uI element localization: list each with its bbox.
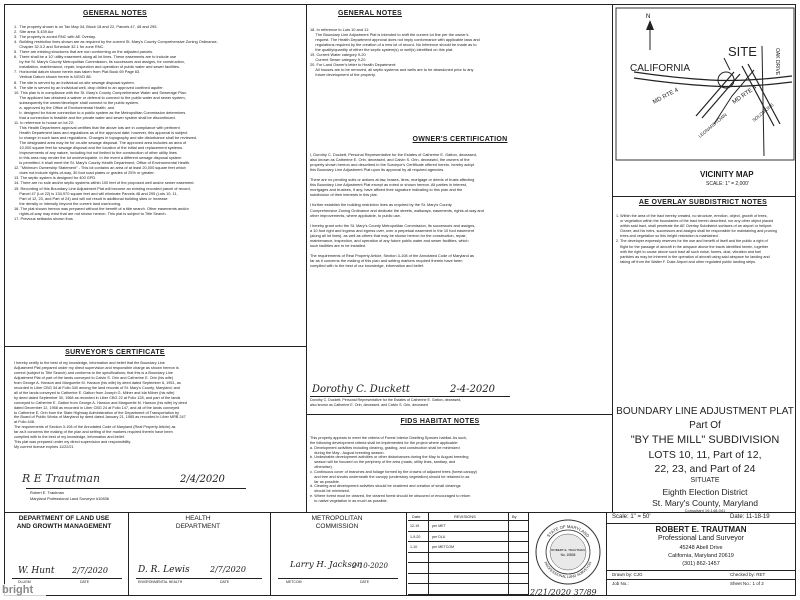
plat-subdivision: "BY THE MILL" SUBDIVISION xyxy=(630,434,780,446)
vicinity-scale: SCALE: 1" = 2,000' xyxy=(706,181,749,187)
metcom-title xyxy=(270,515,404,530)
general-notes-body: 1. The property shown is on Tax Map 34, Block 18 and 22, Parcels 47, 48 and 295. 2. Site area: 5.439 Acr 3. The property is zoned RNC with AE Overlay. 4. Building restriction lines shown are as required by the current St. Mary's County Comprehensive Zoning Ordinance, Chapter 32.3.2 and Schedule 32.1 for zone RNC. 5. There are existing structures that are non conforming on the adjusted parcels. 6. There shall be a 10' utility easement along all lot lines. These easements are to include use by the St. Mary's County Metropolitan Commission, its successors and assigns, for construction, installation, maintenance, repair, inspection and operation of public water and sewer facilities. 7. Horizontal datum shown herein was taken from Plat Book 69 Page 63. Vertical Datum shown herein is NGVD 88. 8. The site is served by an individual on-site sewage disposal system. 9. The site is served by an individual well, drop drilled to an approved confined aquifer. 10. This plan is in compliance with the St. Mary's County Comprehensive Water and Sewerage Plan. The applicant has obtained a waiver or deferral to connect to the public water and sewer system, subsequently the owner/developer shall connect to the public system. a. approved by the Office of Environmental Health; and b. designed for future connection to a public system as the Metropolitan Commission determines that a connection is feasible and the private water and sewer system shall be discontinued. 11. In reference to house on lot 22: This Health Department approval certifies that the above lots are in compliance with pertinent Health Department laws and regulations as of the approval date; however, this approval is subject to change in such laws and regulations. Changes in topography and site disturbance shall be reviewed. The designated area may be for on-site sewage disposal. The approved area includes an area of 10,000 square feet for sewage disposal and the location of the initial and replacement systems. Improvements of any nature, including but not limited to the construction of other utility lines in this area may render the lot undevelopable. In the event a different sewage disposal system is permitted, it shall meet the St. Mary's County Health Department, Office of Environmental Health. 12. "Minimum Ownership Statement" - This lot contains an area of at least 20,000 square feet which does not include rights-of-way, 30 foot road plates or grades of 25% or greater. 13. The septic system is designed for 400 GPD. 14. There are no sole and/or septic systems within 100 feet of the proposed well and/or sewer easement. 15. Recording of this Boundary Line Adjustment Plat will become an existing recorded parcel of record, Parcel 47 (Lot 22) is 134,970 square feet and will eliminate Parcels 48 and 295 (Lots 10, 11, Part of 12, 23, and Part of 24) and will not result in additional building sites or increase the density or intensity beyond the current land use/zoning. 16. The plat shown hereon was prepared without the benefit of a title search. Other easements and/or rights-of-way may exist that are not shown hereon. This plat is subject to Title Search. 17. Previous setbacks shown thus xyxy=(14,24,218,221)
plat-title: BOUNDARY LINE ADJUSTMENT PLAT xyxy=(616,406,794,417)
vicinity-oakdrive-label: OAK DRIVE xyxy=(774,48,780,76)
divider xyxy=(612,4,613,512)
revision-description: per DLU xyxy=(432,534,446,539)
sheet-number: Sheet No.: 1 of 2 xyxy=(730,581,764,586)
fids-habitat-body: This property appears to meet the criteria of Forest Interior Dwelling Species habitat. As such, the following development criteria shall be implemented for the project where applicable: a. Development activities including clearing, grading, and construction shall be minimized during the May - August breeding season. b. Undesirable development activities or other disturbances during the May to August breeding season will be focused on the periphery of the area (roads, utility lines, sanitary, and otherwise). c. Continuous cover of branches and foliage formed by the crowns of adjacent trees (forest canopy) and tree and shrubs underneath the canopy (understory vegetation) should be retained in as far as possible. d. Clearing and development activities should be clustered and creation of small clearings should be minimized. e. Where forest must be cleared, the cleared forest should be obscured or encouraged to return to native vegetation in as much as possible. xyxy=(310,436,477,503)
owner-caption: Dorothy C. Duckett, Personal Representative for the Estates of Catherine E. Gatton, deceased, also known as Catherine E. Orin, deceased, and Calvin S. Orin, deceased xyxy=(310,398,462,407)
owner-signature: Dorothy C. Duckett xyxy=(312,384,410,395)
signature-line xyxy=(12,578,122,579)
plat-consultant-number: Consultant 19-148-041 xyxy=(684,508,726,513)
date-label: Date: 11-18-19 xyxy=(730,514,770,520)
revision-date: 1-9-20 xyxy=(410,534,421,539)
divider xyxy=(606,579,796,580)
revision-date: 1-10 xyxy=(410,545,418,549)
plat-part-of: Part Of xyxy=(689,420,721,431)
surveyor-signature: R E Trautman xyxy=(22,472,101,485)
watermark-logo: bright xyxy=(0,584,46,600)
revision-row xyxy=(408,584,528,595)
surveyor-company-name: ROBERT E. TRAUTMAN xyxy=(655,525,747,534)
dlu-title xyxy=(4,515,124,530)
recording-stamp: 2/21/2020 37/89 xyxy=(530,588,597,597)
drawn-by: Drawn by: CJG xyxy=(612,572,643,577)
vicinity-road-label: MD RTE 4 xyxy=(652,87,680,106)
vicinity-leonardtown-label: LEONARDTOWN xyxy=(697,112,728,139)
signature-line xyxy=(136,578,262,579)
scale-label: Scale: 1" = 50' xyxy=(612,514,651,520)
revision-row xyxy=(408,521,528,532)
plat-lots-line: LOTS 10, 11, Part of 12, xyxy=(648,449,762,461)
metcom-label: METCOM xyxy=(286,580,302,584)
checked-by: Checked by: RET xyxy=(730,572,766,577)
vicinity-title: VICINITY MAP xyxy=(700,170,754,179)
divider xyxy=(612,196,796,197)
metcom-title-line: COMMISSION xyxy=(315,522,359,530)
revision-row xyxy=(408,542,528,553)
metcom-signature: Larry H. Jackson xyxy=(290,560,363,570)
plat-lots-line: 22, 23, and Part of 24 xyxy=(654,463,756,475)
owners-certification-body: I, Dorothy C. Duckett, Personal Representative for the Estates of Catherine E. Gatton, deceased, also known as Catherine E. Orin, deceased, and Calvin S. Orin, deceased, the owners of the property shown hereon and described in the Surveyor's Certificate offered hereto, hereby adopt this Boundary Line Adjustment Plat upon its approval by all required agencies. There are no pending suits or actions at law, leases, liens, mortgage or deeds of trusts affecting this Boundary Line Adjustment Plat except as noted or shown hereon. All parties in interest, mortgages and trustees, if any, have affixed their signature indicating to this plan and the subdivision of their interests in this plat. I further establish the building restriction lines as required by the St. Mary's County Comprehensive Zoning Ordinance and dedicate the streets, walkways, easements, rights-of-way and other improvements, where applicable, to public use. I hereby grant unto the St. Mary's County Metropolitan Commission, its successors and assigns, a 10 foot right and ingress and egress over, over a perpetual easement in the 10 foot easement (along all lot lines), as well as others that may be shown hereon for the construction, repair, maintenance, inspection, and operation of any future public water and sewer facilities, which such facilities are to be installed. The requirements of Real Property Article, Section 3-108 of the Annotated Code of Maryland as far as it concerns the making of this plan and setting markers required therein have been complied with to the best of our knowledge, information and belief. xyxy=(310,152,484,269)
ae-overlay-title: AE OVERLAY SUBDISTRICT NOTES xyxy=(638,199,768,206)
dlu-label: DLUGM xyxy=(18,580,31,584)
owners-certification-title: OWNER'S CERTIFICATION xyxy=(412,136,508,143)
surveyor-name: Robert E. Trautman xyxy=(30,490,64,495)
health-date-label: DATE xyxy=(220,580,230,584)
surveyor-address: 45248 Abell Drive xyxy=(679,545,723,551)
north-arrow-label: N xyxy=(646,14,651,20)
revision-row xyxy=(408,553,528,564)
divider xyxy=(528,512,529,596)
general-notes-right-body: 18. In reference to Lots 10 and 11: The Boundary Line Adjustment Plat is intended to shift the current lot line per the owner's request. The Health Department approval does not imply conformance with applicable laws and regulations required by the creation of a new lot of record. No Inference should be made as to the quality/quantity of either the septic system(s) or well(s) identified on this plat. 19. Current Water category 9-20 Current Sewer category 9-20 20. For Land Owner's letter to Health Department: All houses are to be removed, all septic systems and wells are to be abandoned prior to any future development of the property. xyxy=(310,27,480,78)
metcom-date-signature: 2-10-2020 xyxy=(352,562,388,570)
revision-row xyxy=(408,563,528,574)
plat-situate: SITUATE xyxy=(690,477,720,484)
revisions-header xyxy=(408,513,528,521)
health-title-line: DEPARTMENT xyxy=(175,522,221,530)
surveyors-certificate-body: I hereby certify to the best of my knowledge, information and belief that the Boundary Line Adjustment Plat prepared under my direct supervision and responsible charge as shown hereon is correct (subject to Title Search) and conforms to the specifications; that this is a Boundary Line Adjustment Plat of part of the lands conveyed to Calvin S. Orin and Catherine E. Orin (his wife) from George A. Hanson and Marguerite M. Hanson (his wife) by deed dated September 6, 1951, as recorded in Liber CBG 34 at Folio 340 among the land records of St. Mary's County, Maryland; and all of the lands conveyed to Catherine E. Gatton from Joseph G. Milner and Ida Milner (his wife) by deed dated September 30, 1968 as recorded in Liber CBG 22 at Folio 128, and part of the lands conveyed to Catherine E. Gatton from George A. Hanson and Marguerite M. Hanson (his wife) by deed dated December 12, 1958 as recorded in Liber CBG 24 at Folio 147, and all of the lands conveyed to Catherine E. Orin from the State Highway Administration of the Department of Transportation by the Board of Public Works of Maryland by deed dated January 21, 1985 as recorded in Liber MRB 247 at Folio 448. The requirements of Section 3-108 of the Annotated Code of Maryland (Real Property Article) as far as it concerns the making of the plan and setting of the markers required therein have been complied with to the best of my knowledge, information and belief. This plat was prepared under my direct supervision and responsibility. My current license expires 11/22/21 xyxy=(14,361,187,450)
revision-row xyxy=(408,574,528,585)
revisions-header-label: REVISIONS xyxy=(454,514,476,519)
revisions-by-header: By xyxy=(512,514,517,519)
surveyor-profession: Professional Land Surveyor xyxy=(658,535,744,542)
revision-date: 12-19 xyxy=(410,524,420,528)
surveyor-license: Maryland Professional Land Surveyor #10836 xyxy=(30,496,109,501)
divider xyxy=(4,512,796,513)
divider xyxy=(606,523,796,524)
dlu-title-line: DEPARTMENT OF LAND USE xyxy=(18,515,110,522)
vicinity-california-label: CALIFORNIA xyxy=(630,63,691,74)
health-date-signature: 2/7/2020 xyxy=(210,565,246,574)
seal-number: No. 10836 xyxy=(560,553,576,557)
health-signature: D. R. Lewis xyxy=(138,565,190,575)
vicinity-road-label: MD RTE 4 xyxy=(731,84,759,106)
health-title-line: HEALTH xyxy=(185,515,211,522)
surveyor-seal xyxy=(534,518,602,586)
divider xyxy=(4,346,306,347)
signature-line xyxy=(278,578,398,579)
surveyors-certificate-title: SURVEYOR'S CERTIFICATE xyxy=(65,349,165,356)
surveyor-signature-date: 2/4/2020 xyxy=(180,474,225,485)
seal-bottom-text: PROFESSIONAL LAND SURVEYOR xyxy=(543,561,593,580)
dlu-signature: W. Hunt xyxy=(18,566,55,576)
revisions-date-header: Date xyxy=(412,514,421,519)
metcom-title-line: METROPOLITAN xyxy=(311,515,363,522)
job-number: Job No.: xyxy=(612,581,629,586)
seal-name: ROBERT E. TRAUTMAN xyxy=(551,548,585,552)
general-notes-title: GENERAL NOTES xyxy=(82,10,148,17)
metcom-date-label: DATE xyxy=(360,580,370,584)
dlu-title-line: AND GROWTH MANAGEMENT xyxy=(16,522,112,530)
revision-description: per METCOM xyxy=(432,545,455,549)
ae-overlay-body: 1. Within the area of the tract hereby created, no structure, erection, object, growth of trees, or vegetation within the boundaries of the tract herein described, nor any other object placed within said tract, shall penetrate the AE Overlay Subdistrict surfaces of an airport or heliport. Owner, and his heirs, successors and assigns shall be responsible for maintaining and pruning trees and vegetation so this height restriction is maintained. 2. The developer expressly reserves for the use and benefit of itself and the public a right of flight for the passage of aircraft in the airspace above the tracts identified herein, together with the right to cause above such tract all such noise, fumes, dust, vibration and fuel particles as may be inherent in the operation of aircraft using said airspace for landing and taking off from the Walter F. Duke Airport and other regulated public landing strips. xyxy=(616,214,777,264)
divider xyxy=(606,570,796,571)
health-label: ENVIRONMENTAL HEALTH xyxy=(138,580,183,584)
general-notes-right-title: GENERAL NOTES xyxy=(337,10,403,17)
divider xyxy=(306,4,307,512)
owner-signature-date: 2-4-2020 xyxy=(450,384,495,395)
divider xyxy=(406,512,407,596)
surveyor-address: California, Maryland 20619 xyxy=(668,553,734,559)
vicinity-solomons-label: SOLOMONS xyxy=(751,102,775,123)
plat-county: St. Mary's County, Maryland xyxy=(652,498,758,508)
dlu-date-signature: 2/7/2020 xyxy=(72,566,108,575)
revision-description: per MET xyxy=(432,524,446,528)
revisions-table xyxy=(408,513,528,595)
plat-district: Eighth Election District xyxy=(662,487,748,497)
vicinity-map xyxy=(614,6,796,176)
divider xyxy=(306,414,612,415)
vicinity-site-label: SITE xyxy=(728,44,757,59)
health-title xyxy=(128,515,268,530)
surveyor-phone: (301) 862-1457 xyxy=(682,561,720,567)
seal-top-text: STATE OF MARYLAND xyxy=(545,523,591,539)
signature-line xyxy=(26,488,246,489)
revision-row xyxy=(408,532,528,543)
fids-habitat-title: FIDS HABITAT NOTES xyxy=(400,418,480,425)
dlu-date-label: DATE xyxy=(80,580,90,584)
signature-line xyxy=(310,396,510,397)
